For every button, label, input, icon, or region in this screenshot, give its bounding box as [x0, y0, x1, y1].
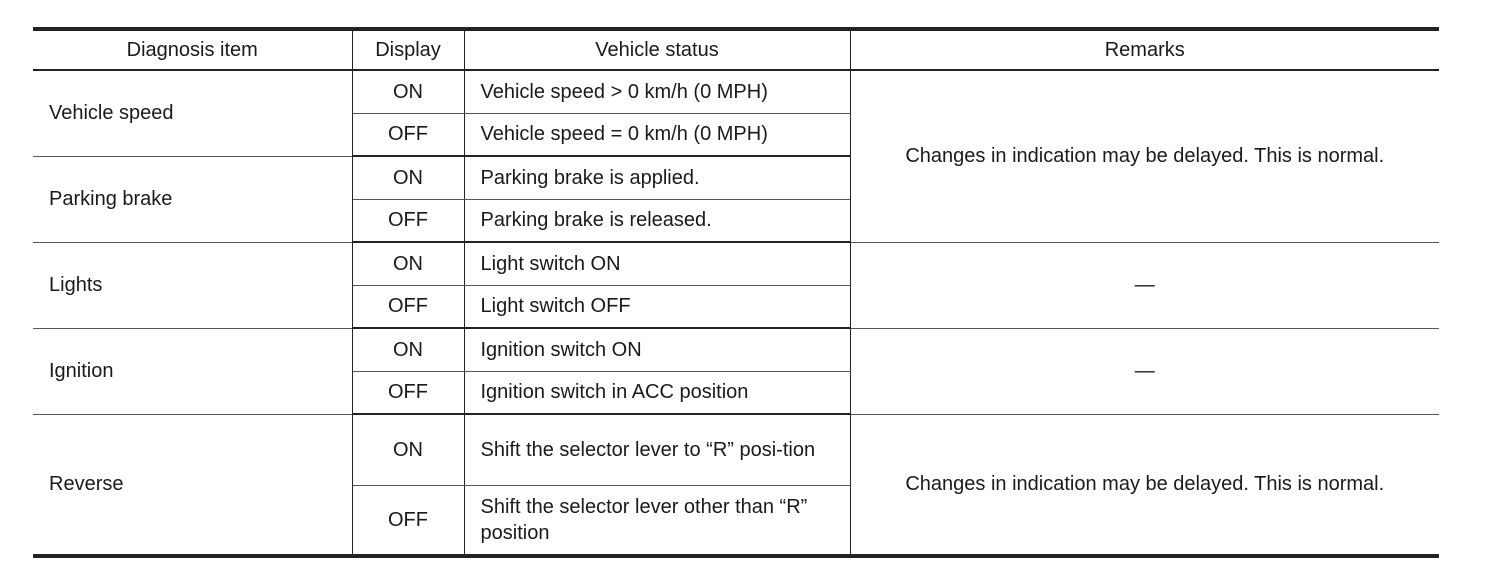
header-vehicle-status: Vehicle status	[464, 29, 850, 70]
header-row	[33, 29, 1439, 70]
display-value: ON	[352, 414, 464, 485]
diagnosis-table-container	[33, 27, 1439, 558]
status-value: Ignition switch ON	[464, 328, 850, 371]
item-lights: Lights	[33, 242, 352, 328]
status-value: Parking brake is applied.	[464, 156, 850, 199]
status-value: Light switch OFF	[464, 285, 850, 328]
display-value: OFF	[352, 113, 464, 156]
item-vehicle-speed: Vehicle speed	[33, 70, 352, 156]
display-value: OFF	[352, 285, 464, 328]
table-row	[33, 242, 1439, 285]
table-row	[33, 70, 1439, 113]
display-value: ON	[352, 70, 464, 113]
display-value: OFF	[352, 371, 464, 414]
item-reverse: Reverse	[33, 414, 352, 556]
status-value: Shift the selector lever other than “R” position	[464, 485, 850, 556]
table-row	[33, 414, 1439, 485]
remarks-ignition: —	[850, 328, 1439, 414]
status-value: Shift the selector lever to “R” posi-tion	[464, 414, 850, 485]
status-value: Ignition switch in ACC position	[464, 371, 850, 414]
display-value: ON	[352, 242, 464, 285]
header-diagnosis-item: Diagnosis item	[33, 29, 352, 70]
status-value: Parking brake is released.	[464, 199, 850, 242]
status-value: Light switch ON	[464, 242, 850, 285]
remarks-reverse: Changes in indication may be delayed. This is normal.	[850, 414, 1439, 556]
header-remarks: Remarks	[850, 29, 1439, 70]
display-value: OFF	[352, 485, 464, 556]
display-value: OFF	[352, 199, 464, 242]
status-value: Vehicle speed > 0 km/h (0 MPH)	[464, 70, 850, 113]
diagnosis-table	[33, 27, 1439, 558]
display-value: ON	[352, 156, 464, 199]
item-parking-brake: Parking brake	[33, 156, 352, 242]
header-display: Display	[352, 29, 464, 70]
item-ignition: Ignition	[33, 328, 352, 414]
remarks-lights: —	[850, 242, 1439, 328]
table-row	[33, 328, 1439, 371]
display-value: ON	[352, 328, 464, 371]
remarks-speed-brake: Changes in indication may be delayed. This is normal.	[850, 70, 1439, 242]
status-value: Vehicle speed = 0 km/h (0 MPH)	[464, 113, 850, 156]
